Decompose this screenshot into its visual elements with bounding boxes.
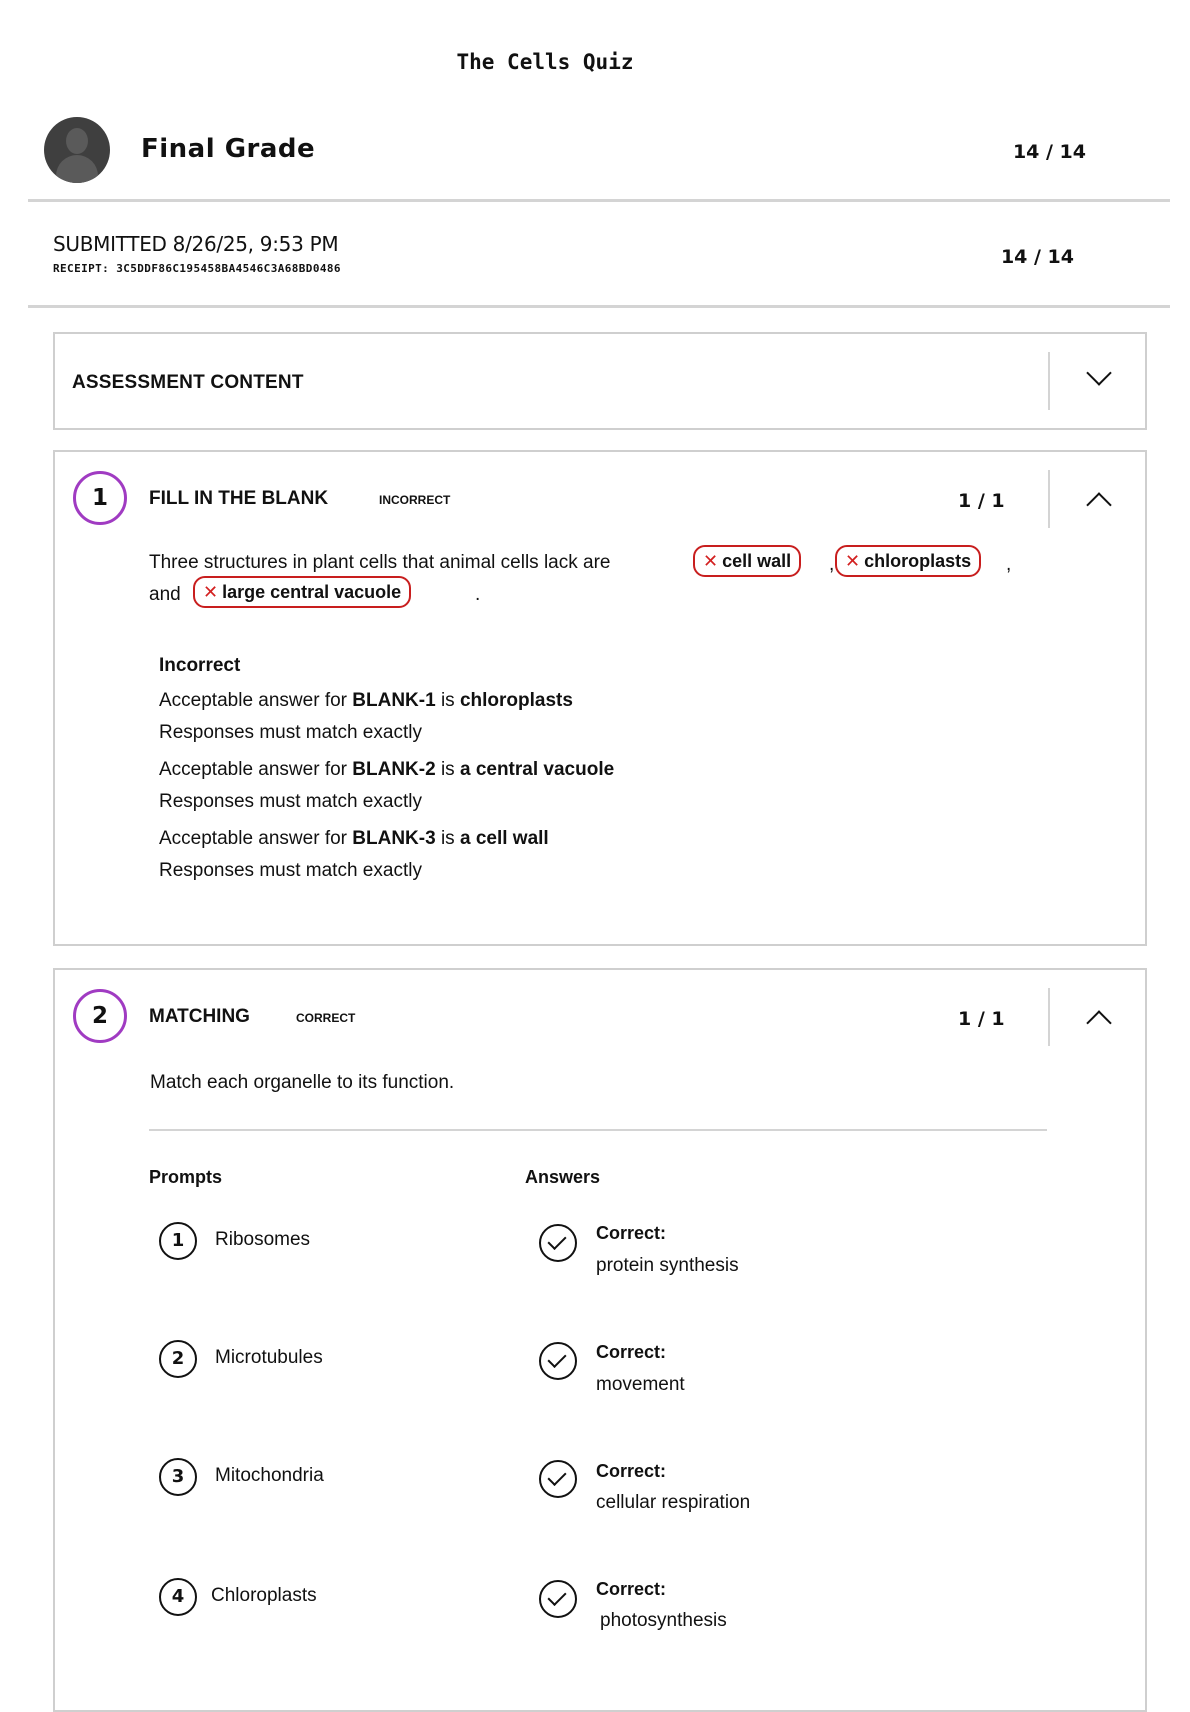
avatar-head-shape xyxy=(66,128,88,154)
comma: , xyxy=(1006,554,1012,575)
prompt-label: Mitochondria xyxy=(215,1465,324,1486)
blank-answer-text: large central vacuole xyxy=(222,582,402,602)
answer-text: cellular respiration xyxy=(596,1492,751,1513)
submitted-timestamp: SUBMITTED 8/26/25, 9:53 PM xyxy=(53,232,339,256)
question-status: INCORRECT xyxy=(379,493,451,507)
question-prompt: Three structures in plant cells that animal cells lack are xyxy=(149,552,611,573)
feedback-line: Acceptable answer for BLANK-1 is chloroplasts xyxy=(159,690,573,711)
blank-answer-text: cell wall xyxy=(722,551,792,571)
answers-header: Answers xyxy=(525,1167,601,1187)
question-score: 1 / 1 xyxy=(958,490,1005,512)
divider xyxy=(1048,352,1050,410)
prompt-number: 2 xyxy=(159,1340,197,1378)
divider xyxy=(149,1129,1047,1131)
question-card-1 xyxy=(53,450,1147,946)
answer-status: Correct: xyxy=(596,1342,667,1362)
avatar xyxy=(44,117,110,183)
receipt-id: RECEIPT: 3C5DDF86C195458BA4546C3A68BD0486 xyxy=(53,262,341,275)
x-icon: ✕ xyxy=(845,551,861,571)
x-icon: ✕ xyxy=(703,551,719,571)
blank-answer-1 xyxy=(693,545,801,577)
comma: , xyxy=(829,554,835,575)
question-score: 1 / 1 xyxy=(958,1008,1005,1030)
final-grade-value: 14 / 14 xyxy=(1012,141,1086,163)
chevron-up-icon[interactable] xyxy=(1086,492,1111,517)
answer-status: Correct: xyxy=(596,1223,667,1243)
prompt-label: Chloroplasts xyxy=(211,1585,317,1606)
question-type: MATCHING xyxy=(149,1006,250,1027)
page-title: The Cells Quiz xyxy=(456,50,634,74)
question-prompt: Match each organelle to its function. xyxy=(150,1072,455,1093)
question-status: CORRECT xyxy=(296,1011,356,1025)
feedback-note: Responses must match exactly xyxy=(159,791,422,812)
check-circle-icon xyxy=(539,1580,577,1618)
prompts-header: Prompts xyxy=(149,1167,223,1187)
divider xyxy=(1048,470,1050,528)
check-circle-icon xyxy=(539,1460,577,1498)
prompt-number: 1 xyxy=(159,1222,197,1260)
check-circle-icon xyxy=(539,1342,577,1380)
feedback-note: Responses must match exactly xyxy=(159,722,422,743)
prompt-label: Microtubules xyxy=(215,1347,323,1368)
question-number-badge: 2 xyxy=(73,989,127,1043)
prompt-number: 3 xyxy=(159,1458,197,1496)
avatar-body-shape xyxy=(56,155,98,183)
feedback-line: Acceptable answer for BLANK-3 is a cell wall xyxy=(159,828,549,849)
divider xyxy=(28,199,1170,202)
feedback-line: Acceptable answer for BLANK-2 is a central vacuole xyxy=(159,759,615,780)
answer-status: Correct: xyxy=(596,1579,667,1599)
assessment-content-panel[interactable] xyxy=(53,332,1147,430)
answer-text: protein synthesis xyxy=(596,1255,739,1276)
feedback-heading: Incorrect xyxy=(159,655,241,676)
question-card-2 xyxy=(53,968,1147,1712)
submission-score: 14 / 14 xyxy=(1000,246,1074,268)
chevron-up-icon[interactable] xyxy=(1086,1010,1111,1035)
prompt-number: 4 xyxy=(159,1578,197,1616)
divider xyxy=(28,305,1170,308)
blank-answer-3 xyxy=(193,576,411,608)
answer-text: movement xyxy=(596,1374,685,1395)
x-icon: ✕ xyxy=(203,582,219,602)
question-number-badge: 1 xyxy=(73,471,127,525)
answer-text: photosynthesis xyxy=(600,1610,727,1631)
prompt-label: Ribosomes xyxy=(215,1229,311,1250)
question-type: FILL IN THE BLANK xyxy=(149,488,329,509)
final-grade-label: Final Grade xyxy=(141,134,316,164)
blank-answer-text: chloroplasts xyxy=(864,551,972,571)
answer-status: Correct: xyxy=(596,1461,667,1481)
divider xyxy=(1048,988,1050,1046)
blank-answer-2 xyxy=(835,545,981,577)
period: . xyxy=(475,584,481,605)
feedback-note: Responses must match exactly xyxy=(159,860,422,881)
check-circle-icon xyxy=(539,1224,577,1262)
chevron-down-icon[interactable] xyxy=(1086,360,1111,385)
assessment-content-label: ASSESSMENT CONTENT xyxy=(72,372,304,393)
question-prompt-and: and xyxy=(149,584,181,605)
